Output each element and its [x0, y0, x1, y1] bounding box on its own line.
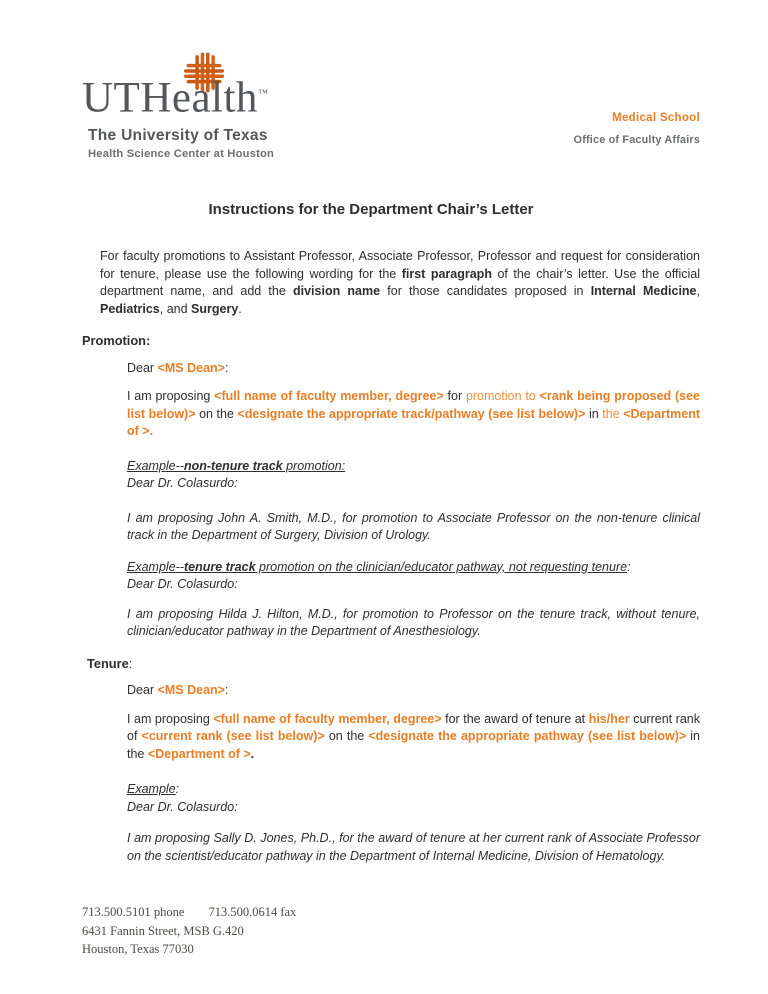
letterhead: [82, 0, 700, 160]
example3-heading: Example:: [127, 782, 180, 796]
promotion-salutation: Dear <MS Dean>:: [127, 360, 229, 375]
promotion-template-paragraph: I am proposing <full name of faculty member, degree> for promotion to <rank being proposed (see list below)> on the <designate the appropriate track/pathway (see list below)> in the <Department of >.: [127, 389, 701, 438]
logo-subline-university: The University of Texas: [88, 127, 268, 144]
footer-address: 6431 Fannin Street, MSB G.420: [82, 923, 244, 938]
content-column: [82, 0, 700, 865]
logo-subline-center: Health Science Center at Houston: [88, 148, 275, 160]
example3-salutation: Dear Dr. Colasurdo:: [127, 799, 238, 814]
page-title: Instructions for the Department Chair’s Letter: [208, 201, 534, 218]
example1-heading: Example--non-tenure track promotion:: [127, 458, 346, 473]
example3-body: I am proposing Sally D. Jones, Ph.D., for the award of tenure at her current rank of Associate Professor on the scientist/educator pathway in the Department of Internal Medicine, Division of Hematology.: [127, 831, 700, 863]
example2-body: I am proposing Hilda J. Hilton, M.D., for promotion to Professor on the tenure track, without tenure, clinician/educator pathway in the Department of Anesthesiology.: [127, 606, 700, 638]
footer-city: Houston, Texas 77030: [82, 942, 194, 956]
logo-wordmark: [82, 72, 268, 120]
promotion-heading: Promotion:: [82, 333, 151, 348]
footer-phone: 713.500.5101 phone: [82, 905, 185, 919]
example1-salutation: Dear Dr. Colasurdo:: [127, 476, 238, 490]
intro-paragraph: For faculty promotions to Assistant Professor, Associate Professor, Professor and request for consideration for tenure, please use the following wording for the first paragraph of the chair’s letter. Use the official department name, and add the division name for those candidates proposed in Internal Medicine, Pediatrics, and Surgery.: [100, 249, 700, 316]
trademark-symbol: ™: [257, 88, 268, 99]
tenure-heading: Tenure:: [87, 655, 133, 671]
footer-phone-fax-line: [82, 903, 296, 922]
office-faculty-affairs-label: Office of Faculty Affairs: [573, 134, 700, 146]
logo-wordmark-text: UTHealth: [82, 74, 258, 122]
example1-body: I am proposing John A. Smith, M.D., for promotion to Associate Professor on the non-tenure clinical track in the Department of Surgery, Division of Urology.: [127, 510, 700, 542]
header-right-block: [574, 112, 700, 146]
footer-fax: 713.500.0614 fax: [208, 905, 297, 919]
footer-contact-block: [82, 903, 296, 959]
example2-heading: Example--tenure track promotion on the clinician/educator pathway, not requesting tenure:: [127, 559, 631, 574]
medical-school-label: Medical School: [612, 112, 700, 124]
example2-salutation: Dear Dr. Colasurdo:: [127, 577, 238, 591]
tenure-salutation: Dear <MS Dean>:: [127, 683, 229, 697]
tenure-template-paragraph: I am proposing <full name of faculty member, degree> for the award of tenure at his/her current rank of <current rank (see list below)> on the <designate the appropriate pathway (see list below)> in the <Department of >.: [127, 711, 701, 761]
